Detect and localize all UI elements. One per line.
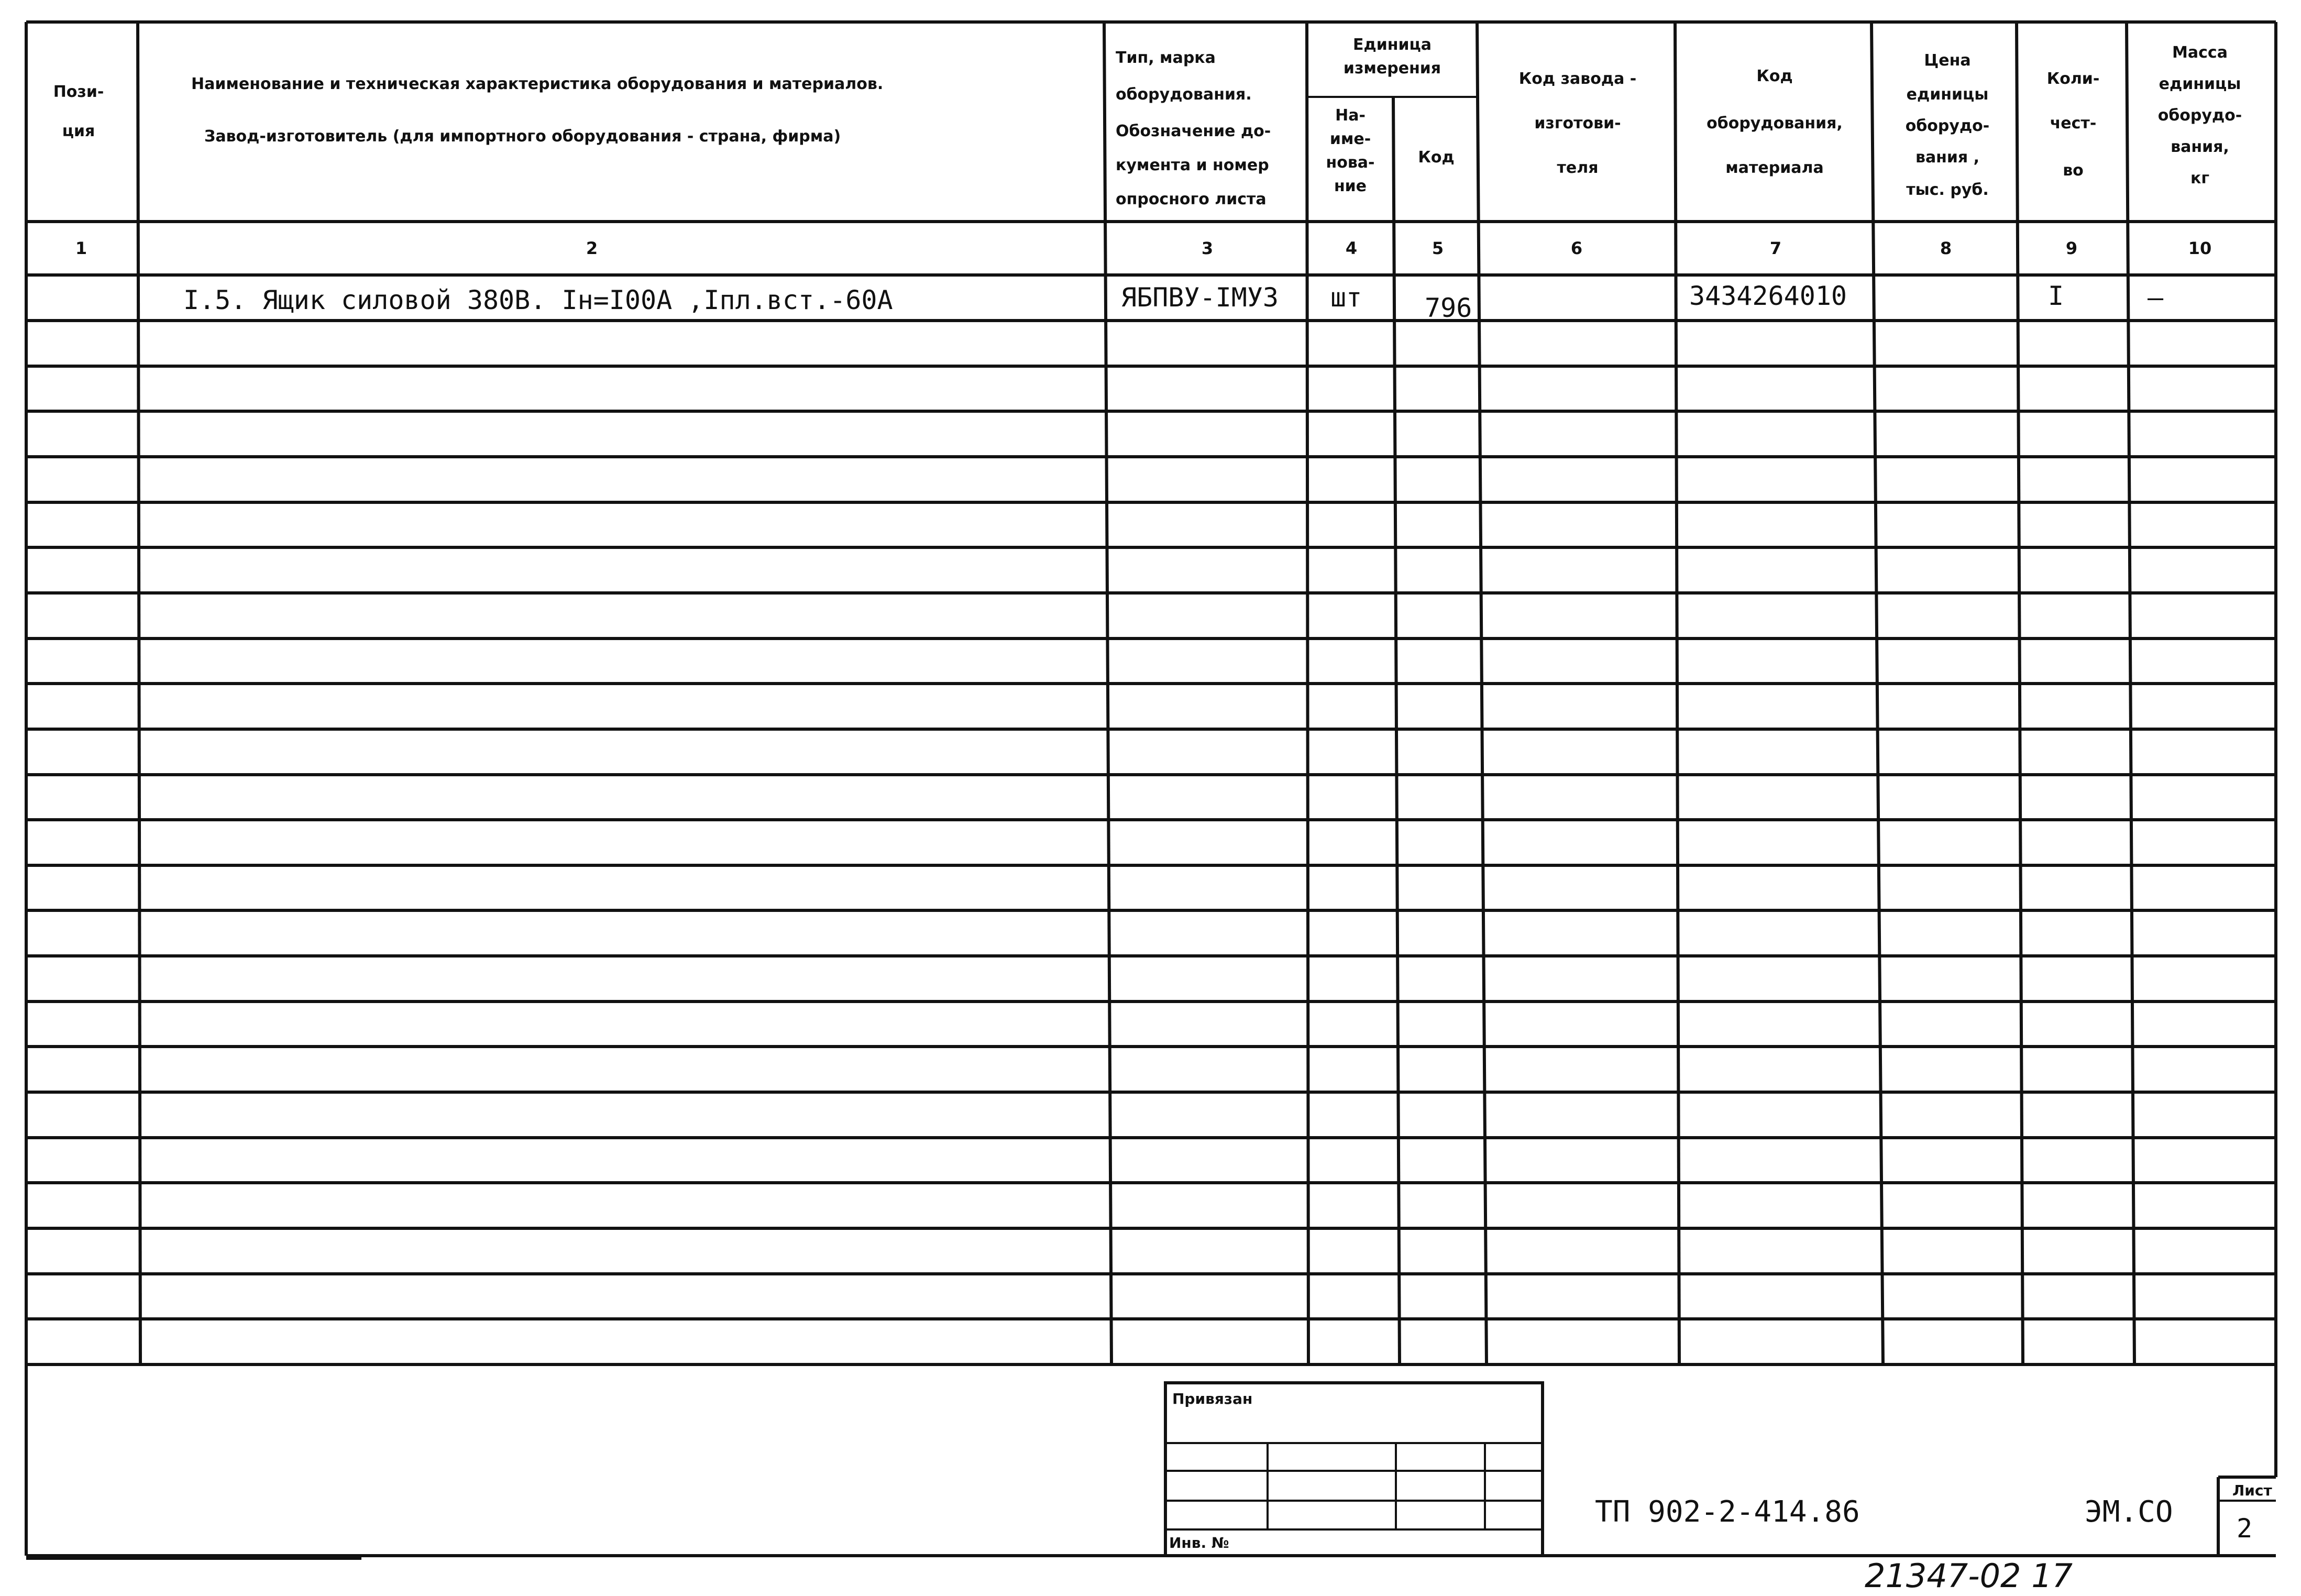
header-col8-line1: Цена [1924,51,1971,70]
header-col10-line5: кг [2190,169,2210,188]
table-frame [26,22,2276,1556]
header-col7-line1: Код [1756,67,1793,85]
header-unit-line2: измерения [1343,59,1441,78]
header-col6-line2: изготови- [1534,114,1621,133]
row1-name: I.5. Ящик силовой 380В. Iн=I00A ,Iпл.вст.-60A [183,285,893,315]
column-number-10: 10 [2188,238,2212,258]
column-number-6: 6 [1570,238,1583,258]
header-col3-line3: Обозначение до- [1116,122,1271,140]
body-row-lines [26,321,2276,1364]
header-col4-line2: име- [1329,130,1371,148]
title-block [26,1383,2276,1595]
header-col5: Код [1418,148,1455,167]
column-lines [138,22,2134,1364]
header-col8-line3: оборудо- [1905,117,1990,135]
bound-label: Привязан [1172,1390,1253,1407]
header-col7-line3: материала [1725,159,1824,177]
column-number-2: 2 [586,238,598,258]
document-code: ТП 902-2-414.86 [1595,1495,1860,1529]
header-col9 [2047,70,2100,180]
inventory-number-label: Инв. № [1169,1534,1229,1551]
header-col1-line1: Пози- [53,83,104,101]
sheet-label: Лист [2232,1482,2272,1499]
header-col8-line5: тыс. руб. [1906,181,1989,199]
header-col10-line2: единицы [2159,75,2241,93]
archive-number: 21347-02 17 [1865,1557,2073,1595]
header-col2-line1: Наименование и техническая характеристика оборудования и материалов. [191,75,884,93]
header-col3-line1: Тип, марка [1116,49,1216,67]
column-number-3: 3 [1201,238,1214,258]
header-col4 [1326,106,1374,195]
header-unit-line1: Единица [1353,36,1432,54]
row1-unit-name: шт [1330,282,1362,313]
row1-quantity: I [2048,281,2064,311]
header-col3-line2: оборудования. [1116,85,1252,104]
header-col10-line4: вания, [2171,138,2229,156]
header-col4-line1: На- [1335,106,1366,125]
header-col2-line2: Завод-изготовитель (для импортного оборудования - страна, фирма) [204,127,841,146]
header-col8-line4: вания , [1915,148,1980,167]
header-col2 [191,75,883,146]
table-row [183,281,2164,323]
header-col7-line2: оборудования, [1707,114,1843,133]
row1-mass: – [2148,282,2164,313]
header-col9-line3: во [2063,161,2084,180]
column-number-1: 1 [75,238,87,258]
header-col10 [2158,43,2242,188]
column-number-5: 5 [1432,238,1444,258]
column-number-4: 4 [1345,238,1358,258]
header-col4-line3: нова- [1326,153,1375,172]
header-col3-line5: опросного листа [1116,190,1267,208]
column-number-7: 7 [1769,238,1782,258]
header-col6-line1: Код завода - [1518,70,1637,88]
header-col45-group [1344,36,1441,78]
header-col6 [1519,70,1636,177]
column-number-8: 8 [1940,238,1952,258]
header-col9-line1: Коли- [2046,70,2100,88]
header-col10-line1: Масса [2172,43,2228,62]
column-number-row [75,238,2211,258]
header-col1-line2: ция [62,122,95,140]
column-number-9: 9 [2065,238,2078,258]
header-col10-line3: оборудо- [2157,106,2242,125]
row1-unit-code: 796 [1425,293,1472,323]
row1-type: ЯБПВУ-IМУ3 [1121,282,1279,313]
sheet-number: 2 [2237,1513,2253,1544]
section-code: ЭМ.СО [2085,1495,2173,1529]
header-col3 [1116,49,1271,208]
row1-equipment-code: 3434264010 [1689,281,1847,311]
header-col4-line4: ние [1334,177,1367,195]
header-col9-line2: чест- [2050,114,2097,133]
header-col1 [53,83,104,140]
header-col8 [1906,51,1990,199]
header-col7 [1707,67,1843,177]
header-col8-line2: единицы [1906,85,1989,104]
header-col6-line3: теля [1557,159,1599,177]
header-col3-line4: кумента и номер [1116,156,1269,174]
